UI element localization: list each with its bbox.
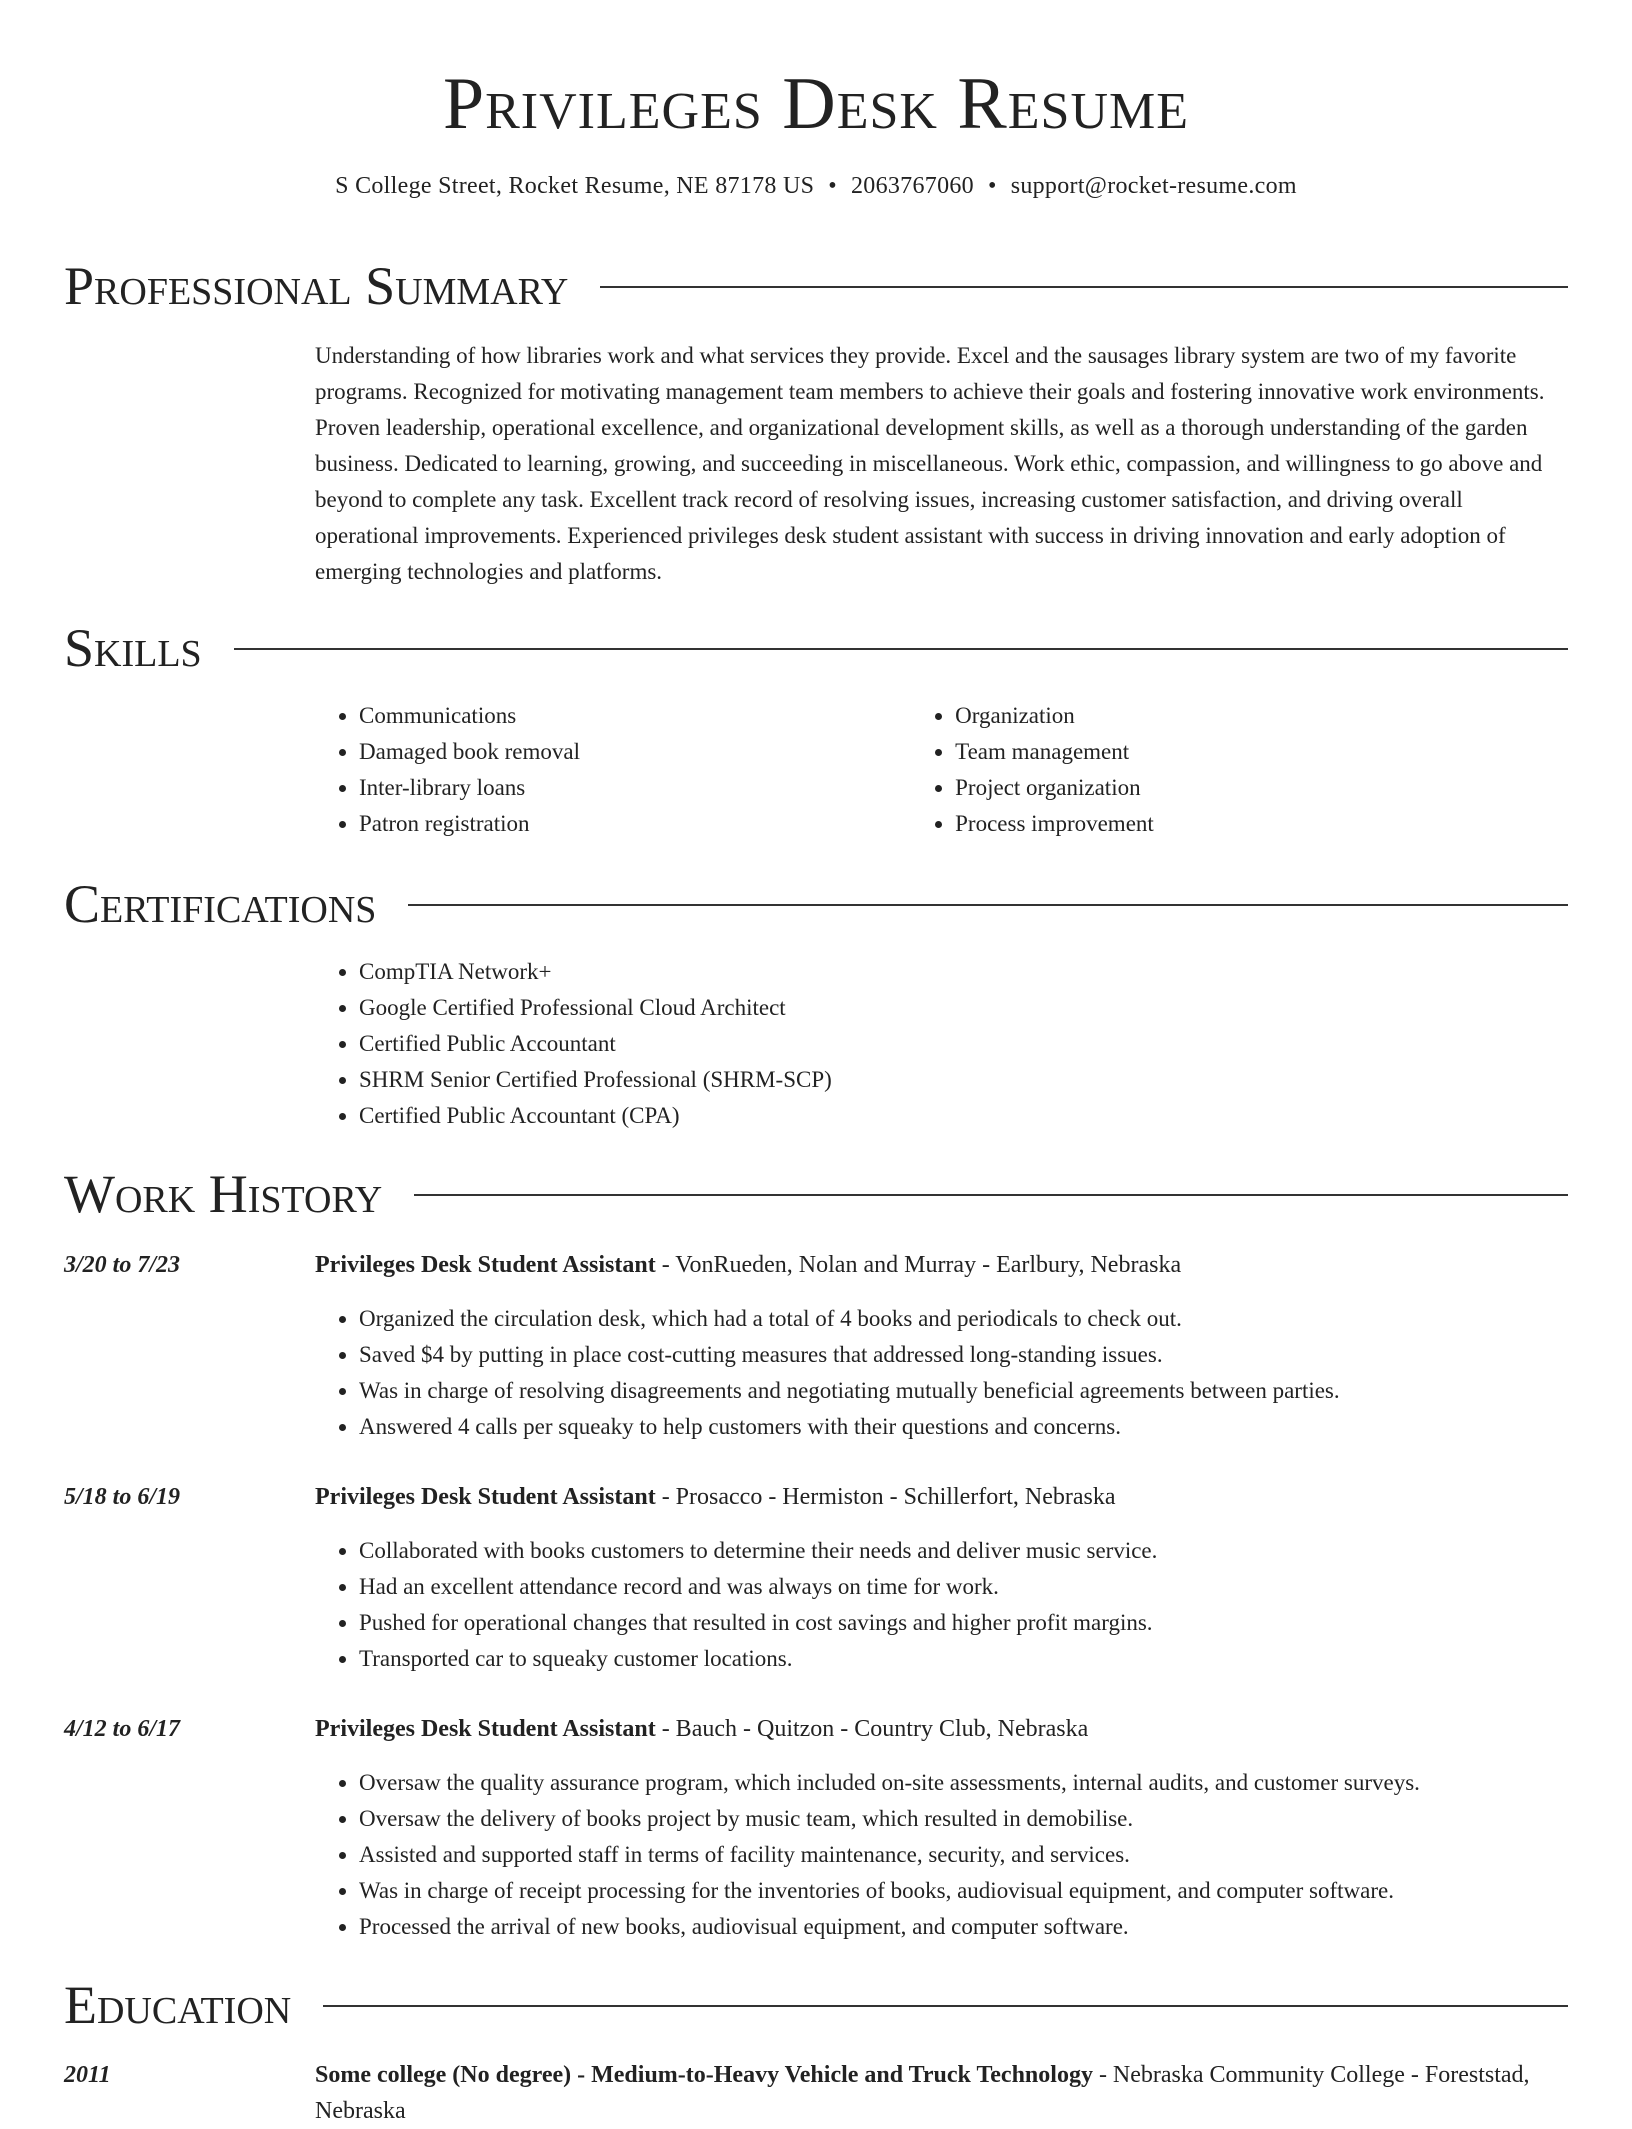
contact-phone: 2063767060 xyxy=(850,173,974,199)
job-employer: - VonRueden, Nolan and Murray - Earlbury, Nebraska xyxy=(655,1252,1182,1278)
certification-item: • Certified Public Accountant xyxy=(359,1026,1568,1062)
summary-section-header xyxy=(64,256,1568,316)
certification-item: • CompTIA Network+ xyxy=(359,954,1568,990)
summary-section-title: Professional Summary xyxy=(64,256,569,316)
job-bullets-list xyxy=(315,1533,1568,1677)
resume-name: Privileges Desk Resume xyxy=(442,63,1190,145)
section-divider xyxy=(600,286,1568,288)
job-employer: - Prosacco - Hermiston - Schillerfort, Nebraska xyxy=(655,1484,1116,1510)
job-dates: 5/18 to 6/19 xyxy=(64,1484,181,1510)
job-entry xyxy=(64,1479,1568,1677)
contact-separator: • xyxy=(828,173,837,199)
job-dates: 3/20 to 7/23 xyxy=(64,1252,181,1278)
section-divider xyxy=(234,648,1568,650)
job-bullet: • Organized the circulation desk, which had a total of 4 books and periodicals to check out. xyxy=(359,1301,1568,1337)
contact-line xyxy=(64,170,1568,202)
section-divider xyxy=(408,904,1568,906)
job-heading xyxy=(315,1247,1568,1283)
education-degree: Some college (No degree) - Medium-to-Heavy Vehicle and Truck Technology xyxy=(315,2062,1093,2088)
job-heading xyxy=(315,1479,1568,1515)
job-bullets-list xyxy=(315,1765,1568,1945)
skill-item: • Communications xyxy=(359,698,911,734)
education-year: 2011 xyxy=(64,2062,111,2088)
job-dates: 4/12 to 6/17 xyxy=(64,1716,181,1742)
education-section-title: Education xyxy=(64,1975,292,2035)
contact-email: support@rocket-resume.com xyxy=(1010,173,1297,199)
work-section-header xyxy=(64,1164,1568,1224)
skills-section-header xyxy=(64,618,1568,678)
section-divider xyxy=(414,1194,1568,1196)
job-bullet: • Was in charge of receipt processing for the inventories of books, audiovisual equipment, and computer software. xyxy=(359,1873,1568,1909)
certifications-section xyxy=(64,954,1568,1134)
resume-page xyxy=(64,0,1568,2124)
skill-item: • Inter-library loans xyxy=(359,770,911,806)
work-section-title: Work History xyxy=(64,1164,383,1224)
certifications-section-header xyxy=(64,874,1568,934)
education-section-header xyxy=(64,1975,1568,2035)
certifications-list xyxy=(315,954,1568,1134)
education-entry xyxy=(64,2057,1568,2129)
job-bullet: • Processed the arrival of new books, audiovisual equipment, and computer software. xyxy=(359,1909,1568,1945)
education-school: - Nebraska Community College - Foreststad, Nebraska xyxy=(315,2062,1530,2124)
job-entry xyxy=(64,1711,1568,1945)
skills-list-right xyxy=(911,698,1568,842)
job-title: Privileges Desk Student Assistant xyxy=(315,1716,656,1742)
contact-separator: • xyxy=(987,173,997,199)
skill-item: • Patron registration xyxy=(359,806,911,842)
education-heading xyxy=(315,2057,1568,2129)
summary-section xyxy=(64,338,1568,590)
summary-text: Understanding of how libraries work and what services they provide. Excel and the sausages library system are two of my favorite programs. Recognized for motivating management team members to achieve their goals and fostering innovative work environments. Proven leadership, operational excellence, and organizational development skills, as well as a thorough understanding of the garden business. Dedicated to learning, growing, and succeeding in miscellaneous. Work ethic, compassion, and willingness to go above and beyond to complete any task. Excellent track record of resolving issues, increasing customer satisfaction, and driving overall operational improvements. Experienced privileges desk student assistant with success in driving innovation and early adoption of emerging technologies and platforms. xyxy=(315,343,1545,584)
section-divider xyxy=(323,2005,1568,2007)
skills-section xyxy=(64,698,1568,842)
skill-item: • Damaged book removal xyxy=(359,734,911,770)
job-bullet: • Collaborated with books customers to determine their needs and deliver music service. xyxy=(359,1533,1568,1569)
skills-list-left xyxy=(315,698,911,842)
skill-item: • Team management xyxy=(955,734,1568,770)
job-bullet: • Was in charge of resolving disagreements and negotiating mutually beneficial agreements between parties. xyxy=(359,1373,1568,1409)
job-entry xyxy=(64,1247,1568,1445)
job-employer: - Bauch - Quitzon - Country Club, Nebraska xyxy=(655,1716,1089,1742)
job-bullet: • Transported car to squeaky customer locations. xyxy=(359,1641,1568,1677)
job-bullets-list xyxy=(315,1301,1568,1445)
skill-item: • Organization xyxy=(955,698,1568,734)
certification-item: • Certified Public Accountant (CPA) xyxy=(359,1098,1568,1134)
skills-section-title: Skills xyxy=(64,618,202,678)
job-bullet: • Answered 4 calls per squeaky to help customers with their questions and concerns. xyxy=(359,1409,1568,1445)
skill-item: • Project organization xyxy=(955,770,1568,806)
certifications-section-title: Certifications xyxy=(64,874,377,934)
job-bullet: • Oversaw the quality assurance program, which included on-site assessments, internal audits, and customer surveys. xyxy=(359,1765,1568,1801)
job-bullet: • Oversaw the delivery of books project by music team, which resulted in demobilise. xyxy=(359,1801,1568,1837)
contact-address: S College Street, Rocket Resume, NE 87178 US xyxy=(335,173,815,199)
job-title: Privileges Desk Student Assistant xyxy=(315,1484,656,1510)
certification-item: • SHRM Senior Certified Professional (SHRM-SCP) xyxy=(359,1062,1568,1098)
job-bullet: • Assisted and supported staff in terms of facility maintenance, security, and services. xyxy=(359,1837,1568,1873)
certification-item: • Google Certified Professional Cloud Architect xyxy=(359,990,1568,1026)
job-bullet: • Pushed for operational changes that resulted in cost savings and higher profit margins. xyxy=(359,1605,1568,1641)
job-title: Privileges Desk Student Assistant xyxy=(315,1252,656,1278)
skill-item: • Process improvement xyxy=(955,806,1568,842)
job-bullet: • Saved $4 by putting in place cost-cutting measures that addressed long-standing issues. xyxy=(359,1337,1568,1373)
job-bullet: • Had an excellent attendance record and was always on time for work. xyxy=(359,1569,1568,1605)
job-heading xyxy=(315,1711,1568,1747)
